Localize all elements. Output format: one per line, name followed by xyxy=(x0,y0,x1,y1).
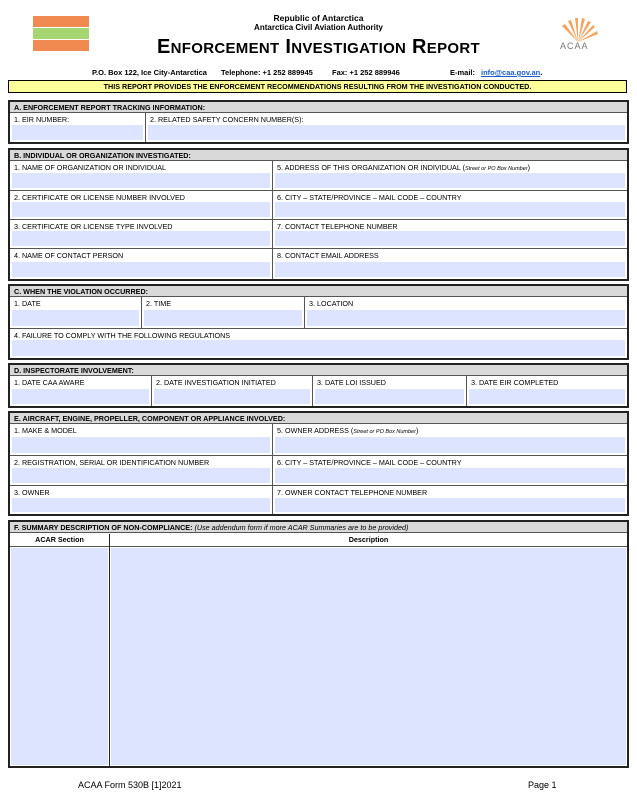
section-f-title: F. SUMMARY DESCRIPTION OF NON-COMPLIANCE: (Use addendum form if more ACAR Summaries are to be provided) xyxy=(10,522,627,533)
republic-name: Republic of Antarctica xyxy=(273,13,364,23)
failure-comply-label: 4. FAILURE TO COMPLY WITH THE FOLLOWING REGULATIONS xyxy=(14,331,231,340)
section-d-title: D. INSPECTORATE INVOLVEMENT: xyxy=(10,365,627,376)
org-city-cell xyxy=(273,191,627,219)
date-eir-completed-field[interactable] xyxy=(469,389,625,404)
section-f xyxy=(8,520,629,768)
date-eir-completed-cell xyxy=(467,376,627,406)
failure-comply-field[interactable] xyxy=(12,340,625,356)
email-link[interactable]: info@caa.gov.an xyxy=(481,68,541,77)
contact-phone-label: 7. CONTACT TELEPHONE NUMBER xyxy=(277,222,398,231)
email-line xyxy=(481,68,542,77)
make-model-field[interactable] xyxy=(12,437,270,453)
violation-time-label: 2. TIME xyxy=(146,299,172,308)
section-a-title: A. ENFORCEMENT REPORT TRACKING INFORMATION: xyxy=(10,102,627,113)
violation-time-cell xyxy=(142,297,304,328)
owner-phone-field[interactable] xyxy=(275,498,625,512)
report-banner: THIS REPORT PROVIDES THE ENFORCEMENT RECOMMENDATIONS RESULTING FROM THE INVESTIGATION CONDUCTED. xyxy=(8,80,627,93)
contact-person-field[interactable] xyxy=(12,262,270,277)
owner-field[interactable] xyxy=(12,498,270,512)
section-e-title: E. AIRCRAFT, ENGINE, PROPELLER, COMPONENT OR APPLIANCE INVOLVED: xyxy=(10,413,627,424)
date-investigation-field[interactable] xyxy=(154,389,310,404)
org-name-label: 1. NAME OF ORGANIZATION OR INDIVIDUAL xyxy=(14,163,167,172)
cert-number-label: 2. CERTIFICATE OR LICENSE NUMBER INVOLVED xyxy=(14,193,185,202)
date-investigation-cell xyxy=(152,376,312,406)
fax: Fax: +1 252 889946 xyxy=(332,68,400,77)
email-label: E-mail: xyxy=(450,68,476,77)
date-loi-cell xyxy=(313,376,466,406)
eir-number-field[interactable] xyxy=(12,125,143,140)
org-city-field[interactable] xyxy=(275,202,625,217)
date-caa-aware-field[interactable] xyxy=(12,389,149,404)
section-c-title: C. WHEN THE VIOLATION OCCURRED: xyxy=(10,286,627,297)
page-number: Page 1 xyxy=(528,780,557,790)
violation-location-field[interactable] xyxy=(307,310,625,326)
telephone: Telephone: +1 252 889945 xyxy=(221,68,313,77)
acar-header: ACAR Section xyxy=(35,535,84,544)
contact-person-label: 4. NAME OF CONTACT PERSON xyxy=(14,251,124,260)
date-caa-aware-label: 1. DATE CAA AWARE xyxy=(14,378,85,387)
section-d xyxy=(8,363,629,408)
contact-email-field[interactable] xyxy=(275,262,625,277)
description-header: Description xyxy=(348,535,389,544)
date-caa-aware-cell xyxy=(10,376,151,406)
contact-email-cell xyxy=(273,249,627,279)
section-f-note: (Use addendum form if more ACAR Summaries are to be provided) xyxy=(194,523,409,532)
owner-address-field[interactable] xyxy=(275,437,625,453)
make-model-label: 1. MAKE & MODEL xyxy=(14,426,77,435)
violation-date-label: 1. DATE xyxy=(14,299,41,308)
org-city-label: 6. CITY – STATE/PROVINCE – MAIL CODE – COUNTRY xyxy=(277,193,462,202)
acar-section-field[interactable] xyxy=(11,548,108,765)
section-c xyxy=(8,284,629,360)
violation-date-field[interactable] xyxy=(12,310,139,326)
related-safety-cell xyxy=(146,113,627,142)
address: P.O. Box 122, Ice City-Antarctica xyxy=(92,68,207,77)
owner-label: 3. OWNER xyxy=(14,488,50,497)
org-name-cell xyxy=(10,161,272,190)
owner-phone-cell xyxy=(273,486,627,514)
owner-address-label: 5. OWNER ADDRESS (Street or PO Box Number) xyxy=(277,426,419,435)
cert-type-cell xyxy=(10,220,272,248)
owner-city-field[interactable] xyxy=(275,468,625,483)
section-a xyxy=(8,100,629,144)
owner-city-label: 6. CITY – STATE/PROVINCE – MAIL CODE – COUNTRY xyxy=(277,458,462,467)
registration-label: 2. REGISTRATION, SERIAL OR IDENTIFICATION NUMBER xyxy=(14,458,210,467)
contact-phone-field[interactable] xyxy=(275,231,625,246)
cert-number-cell xyxy=(10,191,272,219)
section-b xyxy=(8,148,629,281)
eir-number-cell xyxy=(10,113,145,142)
date-investigation-label: 2. DATE INVESTIGATION INITIATED xyxy=(156,378,276,387)
registration-cell xyxy=(10,456,272,485)
make-model-cell xyxy=(10,424,272,455)
org-address-label: 5. ADDRESS OF THIS ORGANIZATION OR INDIVIDUAL (Street or PO Box Number) xyxy=(277,163,531,172)
page-title: ENFORCEMENT INVESTIGATION REPORT xyxy=(157,36,480,58)
cert-type-label: 3. CERTIFICATE OR LICENSE TYPE INVOLVED xyxy=(14,222,173,231)
contact-phone-cell xyxy=(273,220,627,248)
section-b-title: B. INDIVIDUAL OR ORGANIZATION INVESTIGATED: xyxy=(10,150,627,161)
related-safety-field[interactable] xyxy=(148,125,625,140)
section-e xyxy=(8,411,629,516)
violation-time-field[interactable] xyxy=(144,310,302,326)
owner-cell xyxy=(10,486,272,514)
cert-type-field[interactable] xyxy=(12,231,270,246)
contact-email-label: 8. CONTACT EMAIL ADDRESS xyxy=(277,251,379,260)
registration-field[interactable] xyxy=(12,468,270,483)
cert-number-field[interactable] xyxy=(12,202,270,217)
violation-date-cell xyxy=(10,297,141,328)
org-name-field[interactable] xyxy=(12,173,270,188)
date-loi-label: 3. DATE LOI ISSUED xyxy=(317,378,386,387)
logo-text: ACAA xyxy=(560,41,589,51)
org-address-cell xyxy=(273,161,627,190)
sunburst-icon xyxy=(552,16,604,44)
date-loi-field[interactable] xyxy=(315,389,464,404)
description-field[interactable] xyxy=(111,548,626,765)
eir-number-label: 1. EIR NUMBER: xyxy=(14,115,70,124)
owner-phone-label: 7. OWNER CONTACT TELEPHONE NUMBER xyxy=(277,488,428,497)
violation-location-cell xyxy=(305,297,627,328)
authority-name: Antarctica Civil Aviation Authority xyxy=(254,23,383,32)
email-suffix: . xyxy=(540,68,543,77)
owner-city-cell xyxy=(273,456,627,485)
violation-location-label: 3. LOCATION xyxy=(309,299,354,308)
failure-comply-cell xyxy=(10,329,627,358)
related-safety-label: 2. RELATED SAFETY CONCERN NUMBER(S): xyxy=(150,115,304,124)
date-eir-completed-label: 3. DATE EIR COMPLETED xyxy=(471,378,559,387)
acaa-logo xyxy=(552,16,604,54)
org-address-field[interactable] xyxy=(275,173,625,188)
owner-address-cell xyxy=(273,424,627,455)
contact-person-cell xyxy=(10,249,272,279)
form-id: ACAA Form 530B [1]2021 xyxy=(78,780,182,790)
